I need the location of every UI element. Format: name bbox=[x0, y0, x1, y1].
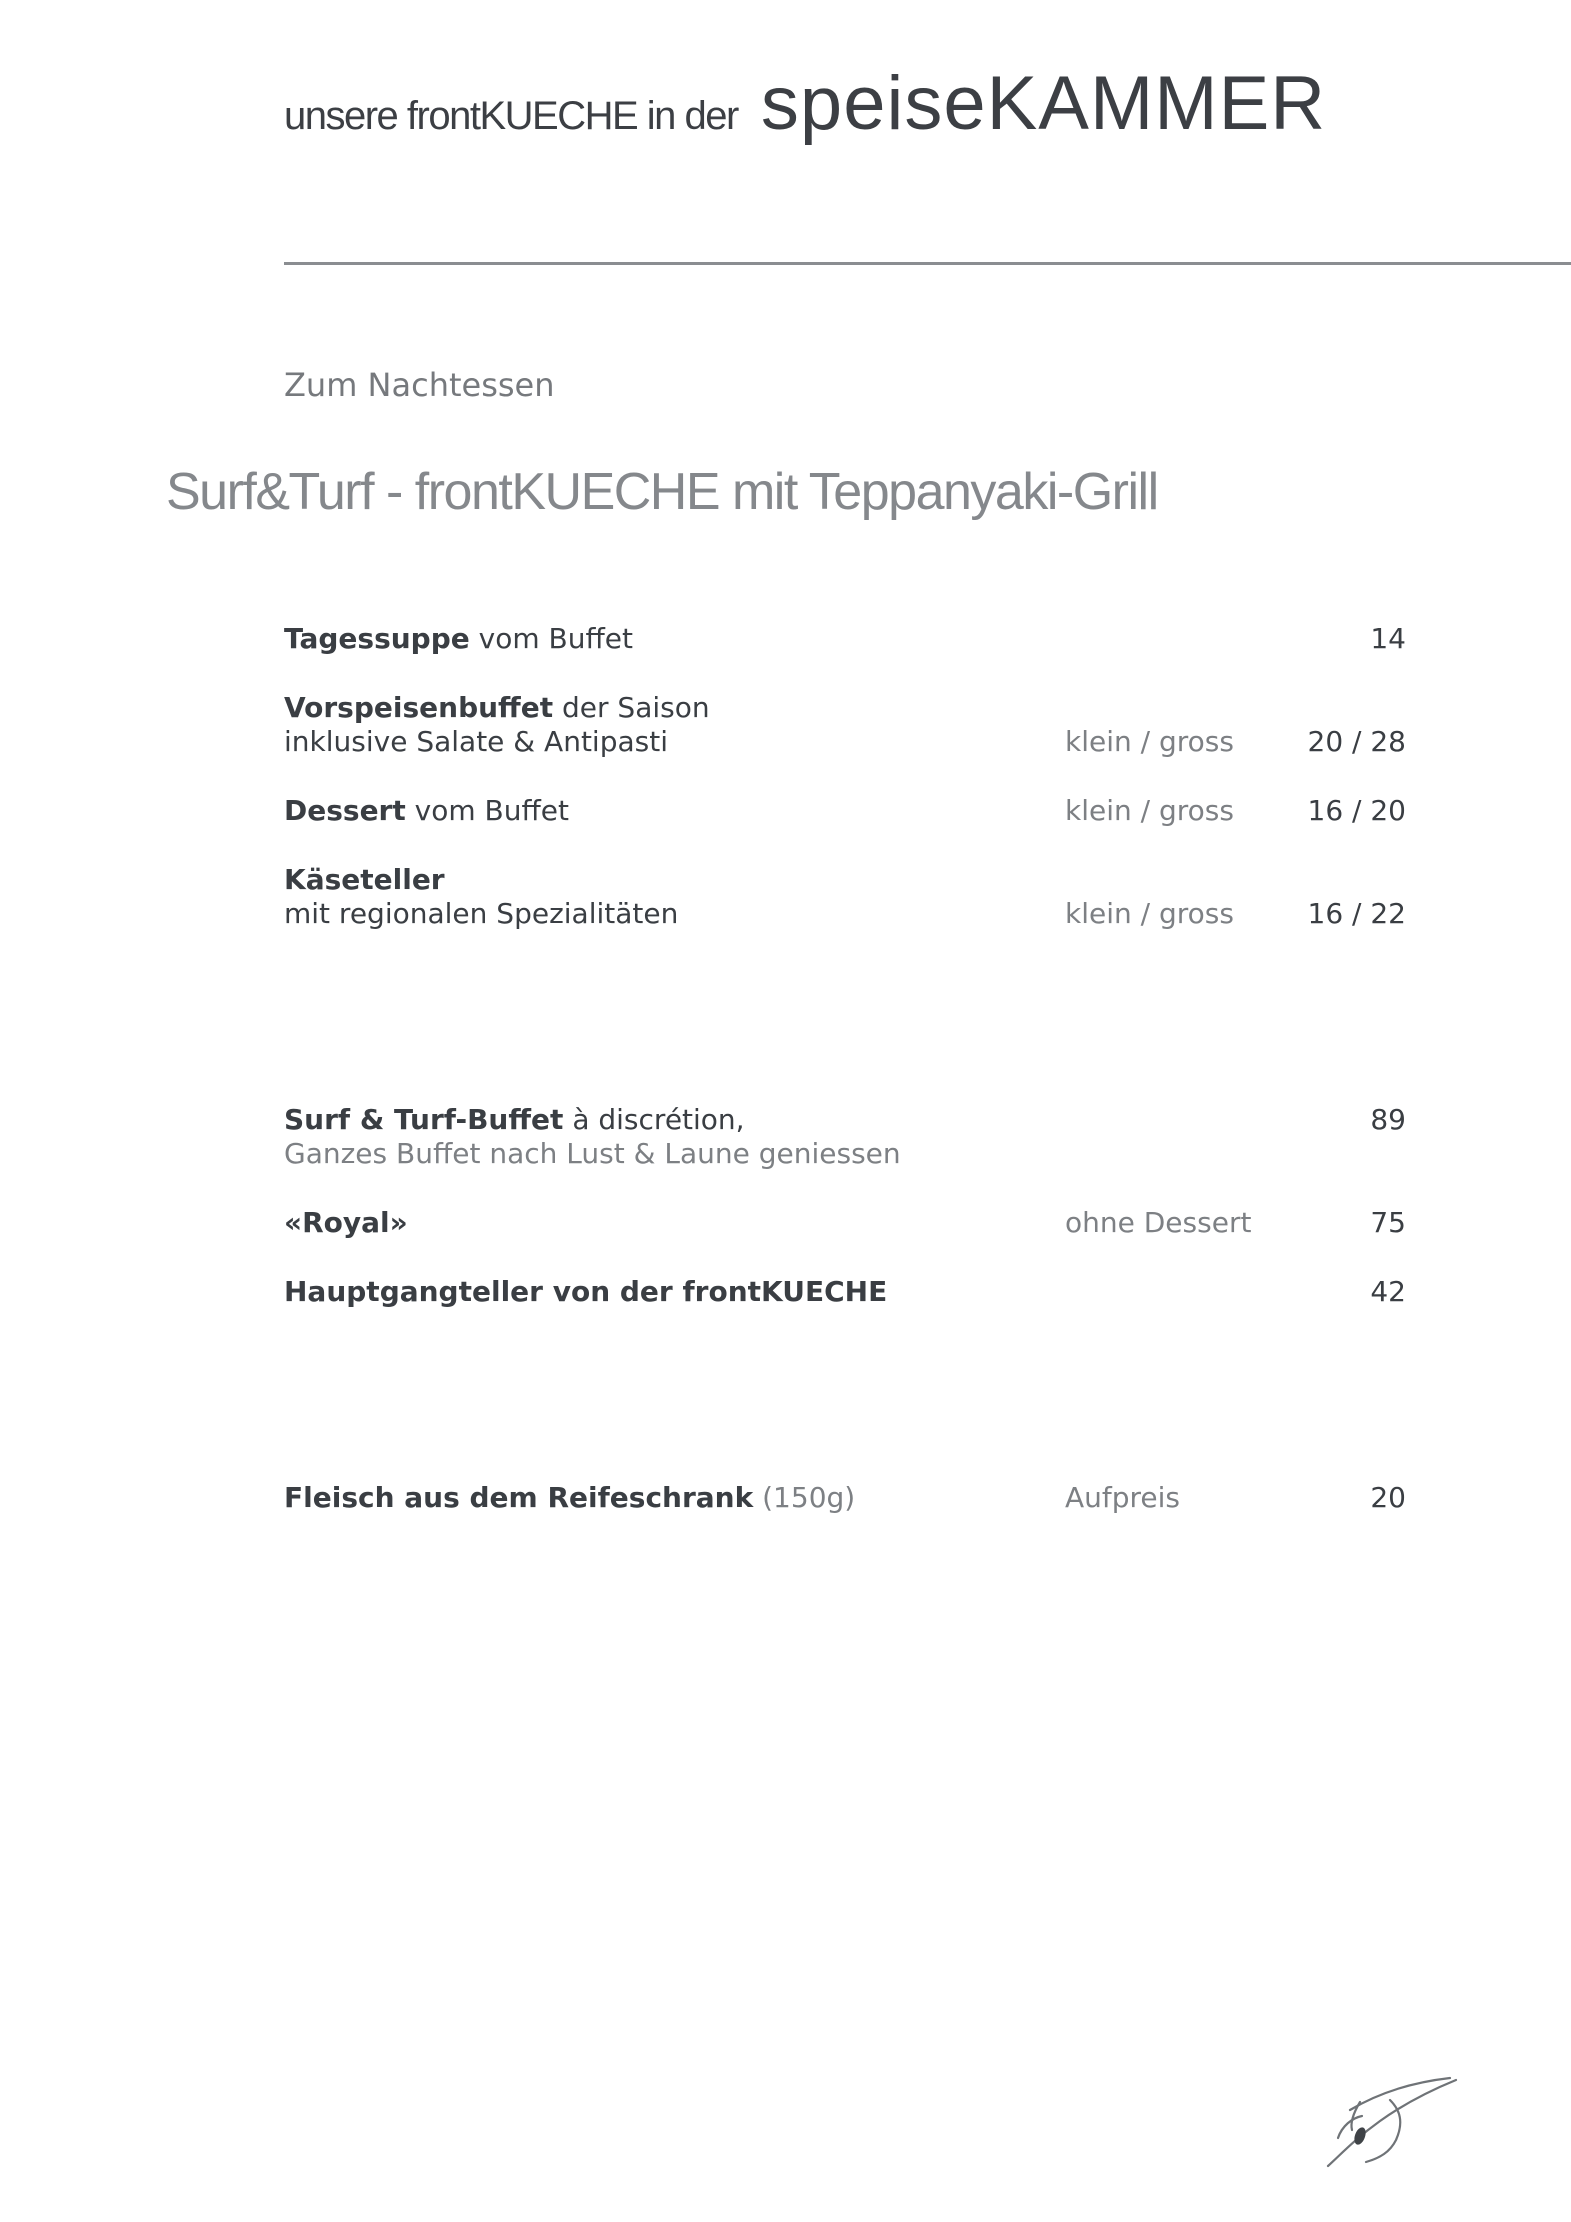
item-price: 89 bbox=[1370, 1103, 1406, 1136]
item-description: (150g) bbox=[753, 1481, 856, 1514]
header-prefix: unsere frontKUECHE in der bbox=[284, 94, 738, 138]
item-size: klein / gross bbox=[1065, 794, 1234, 827]
item-description: der Saison bbox=[553, 691, 710, 724]
item-name: Tagessuppe bbox=[284, 622, 470, 655]
item-name: Dessert bbox=[284, 794, 406, 827]
menu-item bbox=[284, 1481, 1406, 1515]
menu-item bbox=[284, 622, 1406, 656]
menu-item bbox=[284, 1206, 1406, 1240]
item-name: Hauptgangteller von der frontKUECHE bbox=[284, 1275, 888, 1308]
item-name: Vorspeisenbuffet bbox=[284, 691, 554, 724]
item-description: vom Buffet bbox=[405, 794, 569, 827]
item-price: 16 / 22 bbox=[1307, 897, 1406, 930]
item-price: 14 bbox=[1370, 622, 1406, 655]
page-title: Surf&Turf - frontKUECHE mit Teppanyaki-Grill bbox=[166, 463, 1158, 521]
item-size: klein / gross bbox=[1065, 725, 1234, 758]
item-description: à discrétion, bbox=[563, 1103, 745, 1136]
item-size: Aufpreis bbox=[1065, 1481, 1181, 1514]
page-subtitle: Zum Nachtessen bbox=[284, 366, 555, 404]
bird-logo-icon bbox=[1320, 2066, 1458, 2176]
menu-item bbox=[284, 1103, 1406, 1171]
header-brand: speiseKAMMER bbox=[760, 61, 1327, 146]
menu-item bbox=[284, 863, 1406, 931]
header-divider bbox=[284, 262, 1571, 265]
item-name: «Royal» bbox=[284, 1206, 408, 1239]
item-description: vom Buffet bbox=[469, 622, 633, 655]
item-subdescription: mit regionalen Spezialitäten bbox=[284, 897, 679, 930]
item-size: klein / gross bbox=[1065, 897, 1234, 930]
item-price: 20 bbox=[1370, 1481, 1406, 1514]
menu-item bbox=[284, 691, 1406, 759]
item-name: Surf & Turf-Buffet bbox=[284, 1103, 564, 1136]
menu-item bbox=[284, 794, 1406, 828]
page-header bbox=[284, 60, 1326, 147]
item-size: ohne Dessert bbox=[1065, 1206, 1252, 1239]
item-name: Käseteller bbox=[284, 863, 445, 896]
item-price: 75 bbox=[1370, 1206, 1406, 1239]
item-price: 20 / 28 bbox=[1307, 725, 1406, 758]
item-subdescription: inklusive Salate & Antipasti bbox=[284, 725, 668, 758]
item-price: 42 bbox=[1370, 1275, 1406, 1308]
item-price: 16 / 20 bbox=[1307, 794, 1406, 827]
menu-item bbox=[284, 1275, 1406, 1309]
item-subdescription: Ganzes Buffet nach Lust & Laune geniessen bbox=[284, 1137, 901, 1170]
item-name: Fleisch aus dem Reifeschrank bbox=[284, 1481, 754, 1514]
